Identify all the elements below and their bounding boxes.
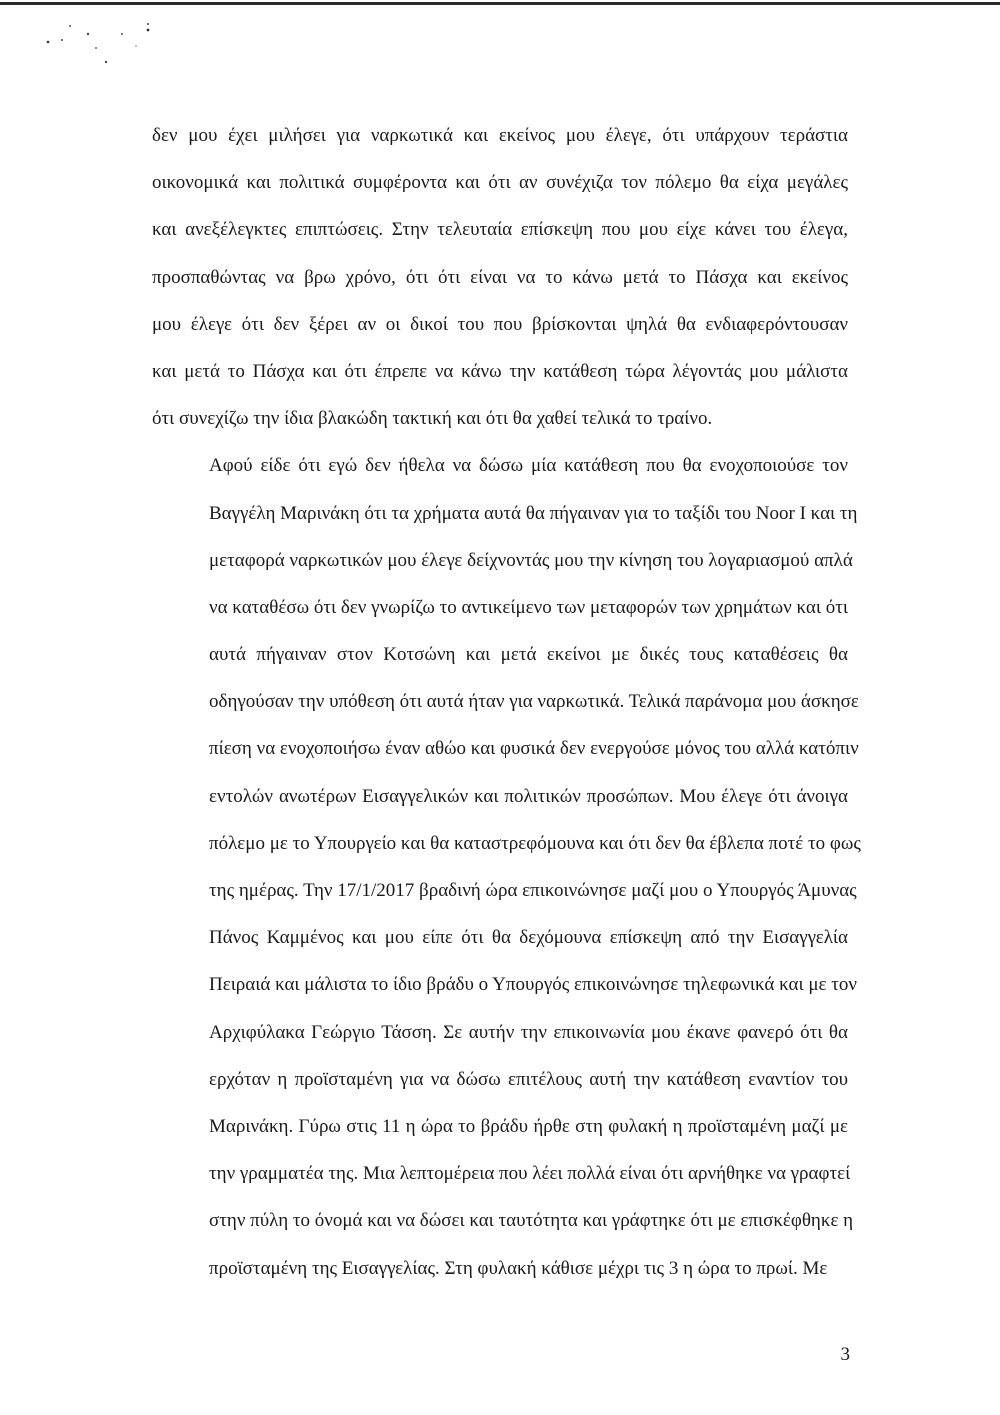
text-line: οικονομικά και πολιτικά συμφέροντα και ότι αν συνέχιζα τον πόλεμο θα είχα μεγάλες [152, 172, 848, 194]
text-line: Μαρινάκη. Γύρω στις 11 η ώρα το βράδυ ήρθε στη φυλακή η προϊσταμένη μαζί με [209, 1115, 848, 1137]
text-line: μεταφορά ναρκωτικών μου έλεγε δείχνοντάς μου την κίνηση του λογαριασμού απλά [209, 549, 853, 571]
text-line: αυτά πήγαιναν στον Κοτσώνη και μετά εκείνοι με δικές τους καταθέσεις θα [209, 644, 848, 666]
text-line: Βαγγέλη Μαρινάκη ότι τα χρήματα αυτά θα πήγαιναν για το ταξίδι του Noor I και τη [209, 502, 858, 524]
text-line: να καταθέσω ότι δεν γνωρίζω το αντικείμενο των μεταφορών των χρημάτων και ότι [209, 596, 848, 618]
document-body [152, 112, 861, 1292]
paragraph [152, 442, 861, 1291]
text-line: προϊσταμένη της Εισαγγελίας. Στη φυλακή κάθισε μέχρι τις 3 η ώρα το πρωί. Με [209, 1257, 828, 1279]
text-line: Αφού είδε ότι εγώ δεν ήθελα να δώσω μία κατάθεση που θα ενοχοποιούσε τον [209, 455, 848, 477]
text-line: Αρχιφύλακα Γεώργιο Τάσση. Σε αυτήν την επικοινωνία μου έκανε φανερό ότι θα [209, 1021, 848, 1043]
top-border-line [0, 2, 1000, 5]
text-line: πόλεμο με το Υπουργείο και θα καταστρεφόμουνα και ότι δεν θα έβλεπα ποτέ το φως [209, 832, 861, 854]
text-line: και μετά το Πάσχα και ότι έπρεπε να κάνω την κατάθεση τώρα λέγοντάς μου μάλιστα [152, 360, 848, 382]
text-line: την γραμματέα της. Μια λεπτομέρεια που λέει πολλά είναι ότι αρνήθηκε να γραφτεί [209, 1163, 851, 1185]
paragraph [152, 112, 848, 442]
text-line: και ανεξέλεγκτες επιπτώσεις. Στην τελευταία επίσκεψη που μου είχε κάνει του έλεγα, [152, 219, 848, 241]
text-line: εντολών ανωτέρων Εισαγγελικών και πολιτικών προσώπων. Μου έλεγε ότι άνοιγα [209, 785, 848, 807]
text-line: μου έλεγε ότι δεν ξέρει αν οι δικοί του που βρίσκονται ψηλά θα ενδιαφερόντουσαν [152, 313, 848, 335]
text-line: της ημέρας. Την 17/1/2017 βραδινή ώρα επικοινώνησε μαζί μου ο Υπουργός Άμυνας [209, 880, 857, 901]
text-line: πίεση να ενοχοποιήσω έναν αθώο και φυσικά δεν ενεργούσε μόνος του αλλά κατόπιν [209, 738, 859, 760]
text-line: Πάνος Καμμένος και μου είπε ότι θα δεχόμουνα επίσκεψη από την Εισαγγελία [209, 927, 848, 949]
text-line: ερχόταν η προϊσταμένη για να δώσω επιτέλους αυτή την κατάθεση εναντίον του [209, 1068, 848, 1090]
text-line: ότι συνεχίζω την ίδια βλακώδη τακτική και ότι θα χαθεί τελικά το τραίνο. [152, 408, 713, 430]
text-line: Πειραιά και μάλιστα το ίδιο βράδυ ο Υπουργός επικοινώνησε τηλεφωνικά και με τον [209, 974, 858, 996]
text-line: οδηγούσαν την υπόθεση ότι αυτά ήταν για ναρκωτικά. Τελικά παράνομα μου άσκησε [209, 691, 859, 713]
text-line: στην πύλη το όνομά και να δώσει και ταυτότητα και γράφτηκε ότι με επισκέφθηκε η [209, 1210, 854, 1232]
text-line: προσπαθώντας να βρω χρόνο, ότι ότι είναι να το κάνω μετά το Πάσχα και εκείνος [152, 266, 848, 288]
scan-speckles [40, 12, 180, 72]
page-number: 3 [840, 1344, 850, 1365]
text-line: δεν μου έχει μιλήσει για ναρκωτικά και εκείνος μου έλεγε, ότι υπάρχουν τεράστια [152, 125, 848, 146]
